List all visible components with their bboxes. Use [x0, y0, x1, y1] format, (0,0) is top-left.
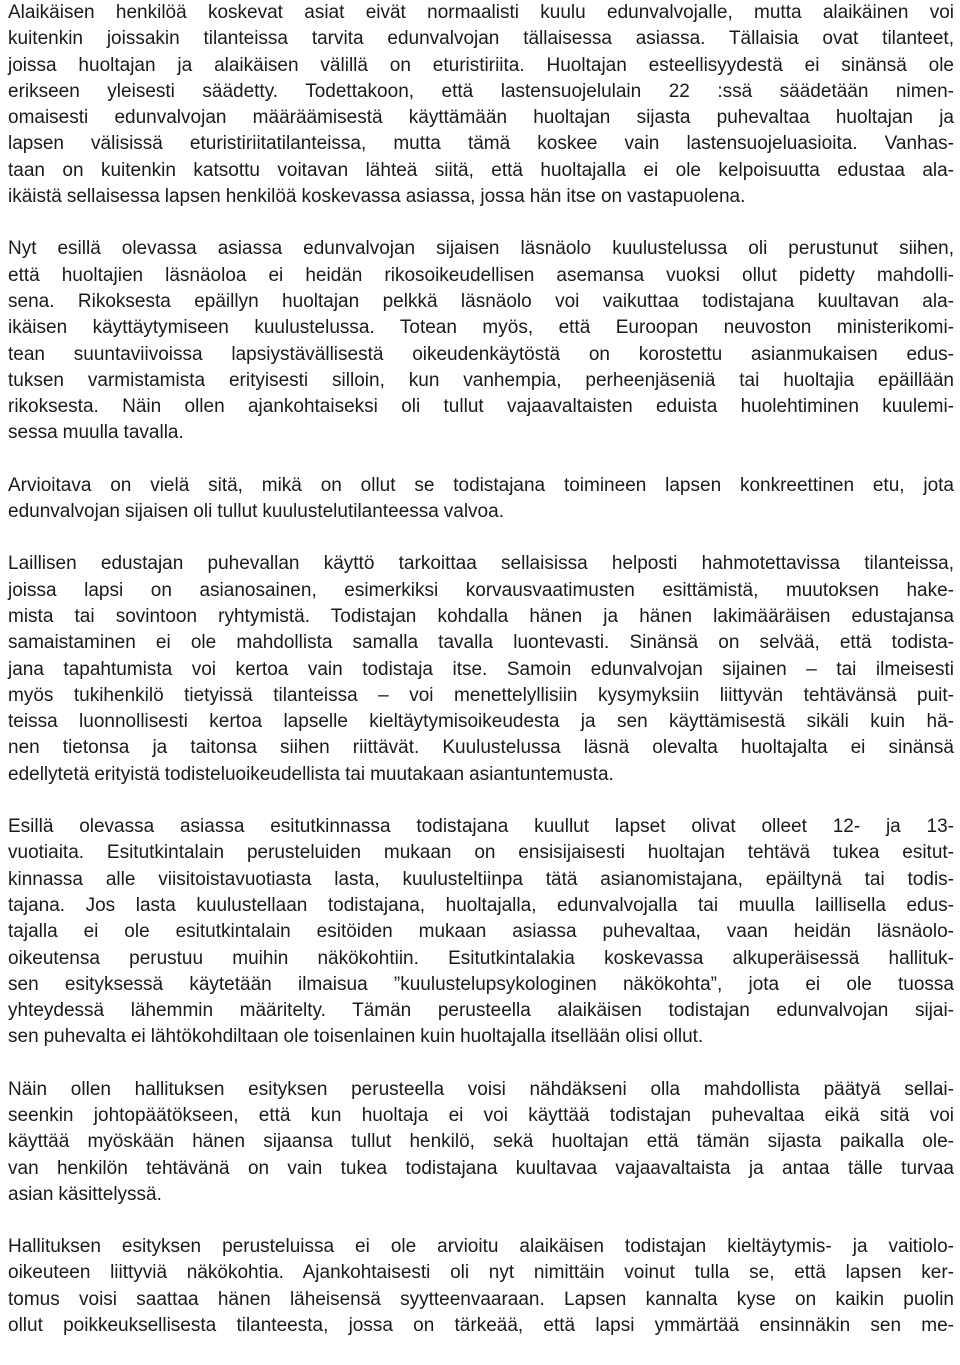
- text-line: jana tapahtumista voi kertoa vain todistaja itse. Samoin edunvalvojan sijainen – tai ilmeisesti: [8, 658, 954, 680]
- text-line: vuotiaita. Esitutkintalain perusteluiden mukaan on ensisijaisesti huoltajan tehtävä tukea esitut-: [8, 842, 954, 864]
- text-line: teissa luonnollisesti kertoa lapselle kieltäytymisoikeudesta ja sen käyttämisestä sikäli kuin hä-: [8, 711, 954, 733]
- text-line: asian käsittelyssä.: [8, 1183, 162, 1205]
- paragraph-1: [8, 0, 954, 210]
- text-line: oikeuteen liittyviä näkökohtia. Ajankohtaisesti oli nyt nimittäin voinut tulla se, että lapsen ker-: [8, 1262, 954, 1284]
- text-line: Esillä olevassa asiassa esitutkinnassa todistajana kuullut lapset olivat olleet 12- ja 13-: [8, 816, 954, 838]
- text-line: van henkilön tehtävänä on vain tukea todistajana kuultavaa vajaavaltaista ja antaa tälle turvaa: [8, 1157, 954, 1179]
- text-line: Arvioitava on vielä sitä, mikä on ollut se todistajana toimineen lapsen konkreettinen etu, jota: [8, 474, 954, 496]
- text-line: oikeutensa perustuu muihin näkökohtiin. Esitutkintalakia koskevassa alkuperäisessä hallituk-: [8, 947, 954, 969]
- text-line: käyttää myöskään hänen sijaansa tullut henkilö, sekä huoltajan että tämän sijasta paikalla ole-: [8, 1131, 954, 1153]
- text-line: Alaikäisen henkilöä koskevat asiat eivät normaalisti kuulu edunvalvojalle, mutta alaikäinen voi: [8, 2, 954, 23]
- text-line: Laillisen edustajan puhevallan käyttö tarkoittaa sellaisissa helposti hahmotettavissa tilanteissa,: [8, 553, 954, 575]
- paragraph-3: [8, 473, 954, 526]
- text-line: että huoltajien läsnäoloa ei heidän rikosoikeudellisen asemansa vuoksi ollut pidetty mahdolli-: [8, 264, 954, 286]
- text-line: tean suuntaviivoissa lapsiystävällisestä oikeudenkäytöstä on korostettu asianmukaisen edus-: [8, 343, 954, 365]
- text-line: tajana. Jos lasta kuulustellaan todistajana, huoltajalla, edunvalvojalla tai muulla laillisella edus-: [8, 894, 954, 916]
- text-line: joissa huoltajan ja alaikäisen välillä on eturistiriita. Huoltajan esteellisyydestä ei sinänsä ole: [8, 54, 954, 76]
- text-line: kuitenkin joissakin tilanteissa tarvita edunvalvojan tällaisessa asiassa. Tällaisia ovat tilanteet,: [8, 28, 954, 50]
- text-line: kinnassa alle viisitoistavuotiasta lasta, kuulusteltiinpa tätä asianomistajana, epäiltynä tai todis-: [8, 868, 954, 890]
- text-line: joissa lapsi on asianosainen, esimerkiksi korvausvaatimusten esittämistä, muutoksen hake-: [8, 579, 954, 601]
- text-line: nen tietonsa ja taitonsa siihen riittävät. Kuulustelussa läsnä olevalta huoltajalta ei sinänsä: [8, 737, 954, 759]
- document-page: [8, 0, 954, 1365]
- paragraph-6: [8, 1077, 954, 1208]
- text-line: lapsen välisissä eturistiriitatilanteissa, mutta tämä koskee vain lastensuojeluasioita. Vanhas-: [8, 133, 954, 155]
- text-line: sen esityksessä käytetään ilmaisua ”kuulustelupsykologinen näkökohta”, jota ei ole tuossa: [8, 973, 954, 995]
- text-line: ollut poikkeuksellisesta tilanteesta, jossa on tärkeää, että lapsi ymmärtää ensinnäkin sen me-: [8, 1315, 954, 1337]
- text-line: myös tukihenkilö tietyissä tilanteissa – voi menettelyllisiin kysymyksiin liittyvän tehtävänsä puit-: [8, 684, 954, 706]
- text-line: ikäistä sellaisessa lapsen henkilöä koskevassa asiassa, jossa hän itse on vastapuolena.: [8, 186, 746, 208]
- text-line: tajalla ei ole esitutkintalain esitöiden mukaan asiassa puhevaltaa, vaan heidän läsnäolo-: [8, 921, 954, 943]
- paragraph-2: [8, 236, 954, 446]
- text-line: sena. Rikoksesta epäillyn huoltajan pelkkä läsnäolo voi vaikuttaa todistajana kuultavan ala-: [8, 290, 954, 312]
- text-line: edunvalvojan sijaisen oli tullut kuulustelutilanteessa valvoa.: [8, 501, 504, 523]
- text-line: tomus voisi saattaa hänen läheisensä syytteenvaaraan. Lapsen kannalta kyse on kaikin puolin: [8, 1288, 954, 1310]
- paragraph-4: [8, 551, 954, 788]
- text-line: omaisesti edunvalvojan määräämisestä käyttämään huoltajan sijasta puhevaltaa huoltajan ja: [8, 107, 954, 129]
- text-line: yhteydessä lähemmin määritelty. Tämän perusteella alaikäisen todistajan edunvalvojan sijai-: [8, 1000, 954, 1022]
- paragraph-5: [8, 814, 954, 1051]
- text-line: tuksen varmistamista erityisesti silloin, kun vanhempia, perheenjäseniä tai huoltajia epäillään: [8, 369, 954, 391]
- text-line: rikoksesta. Näin ollen ajankohtaiseksi oli tullut vajaavaltaisten eduista huolehtiminen kuulemi-: [8, 396, 954, 418]
- text-line: erikseen yleisesti säädetty. Todettakoon, että lastensuojelulain 22 :ssä säädetään nimen-: [8, 80, 954, 102]
- paragraph-7: [8, 1234, 954, 1339]
- text-line: sen puhevalta ei lähtökohdiltaan ole toisenlainen kuin huoltajalla itsellään olisi ollut.: [8, 1026, 704, 1048]
- text-line: Näin ollen hallituksen esityksen perusteella voisi nähdäkseni olla mahdollista päätyä sellai-: [8, 1078, 954, 1100]
- text-line: ikäisen käyttäytymiseen kuulustelussa. Totean myös, että Euroopan neuvoston ministerikomi-: [8, 317, 954, 339]
- text-line: seenkin johtopäätökseen, että kun huoltaja ei voi käyttää todistajan puhevaltaa eikä sitä voi: [8, 1104, 954, 1126]
- text-line: taan on kuitenkin katsottu voitavan lähteä siitä, että huoltajalla ei ole kelpoisuutta edustaa ala-: [8, 159, 954, 181]
- text-line: samaistaminen ei ole mahdollista samalla tavalla luontevasti. Sinänsä on selvää, että todista-: [8, 632, 954, 654]
- text-line: sessa muulla tavalla.: [8, 422, 184, 444]
- text-line: Nyt esillä olevassa asiassa edunvalvojan sijaisen läsnäolo kuulustelussa oli perustunut siihen,: [8, 238, 954, 260]
- text-line: Hallituksen esityksen perusteluissa ei ole arvioitu alaikäisen todistajan kieltäytymis- ja vaitiolo-: [8, 1236, 954, 1258]
- text-line: mista tai sovintoon ryhtymistä. Todistajan kohdalla hänen ja hänen lakimääräisen edustajansa: [8, 605, 954, 627]
- text-line: edellytetä erityistä todisteluoikeudellista tai muutakaan asiantuntemusta.: [8, 763, 614, 785]
